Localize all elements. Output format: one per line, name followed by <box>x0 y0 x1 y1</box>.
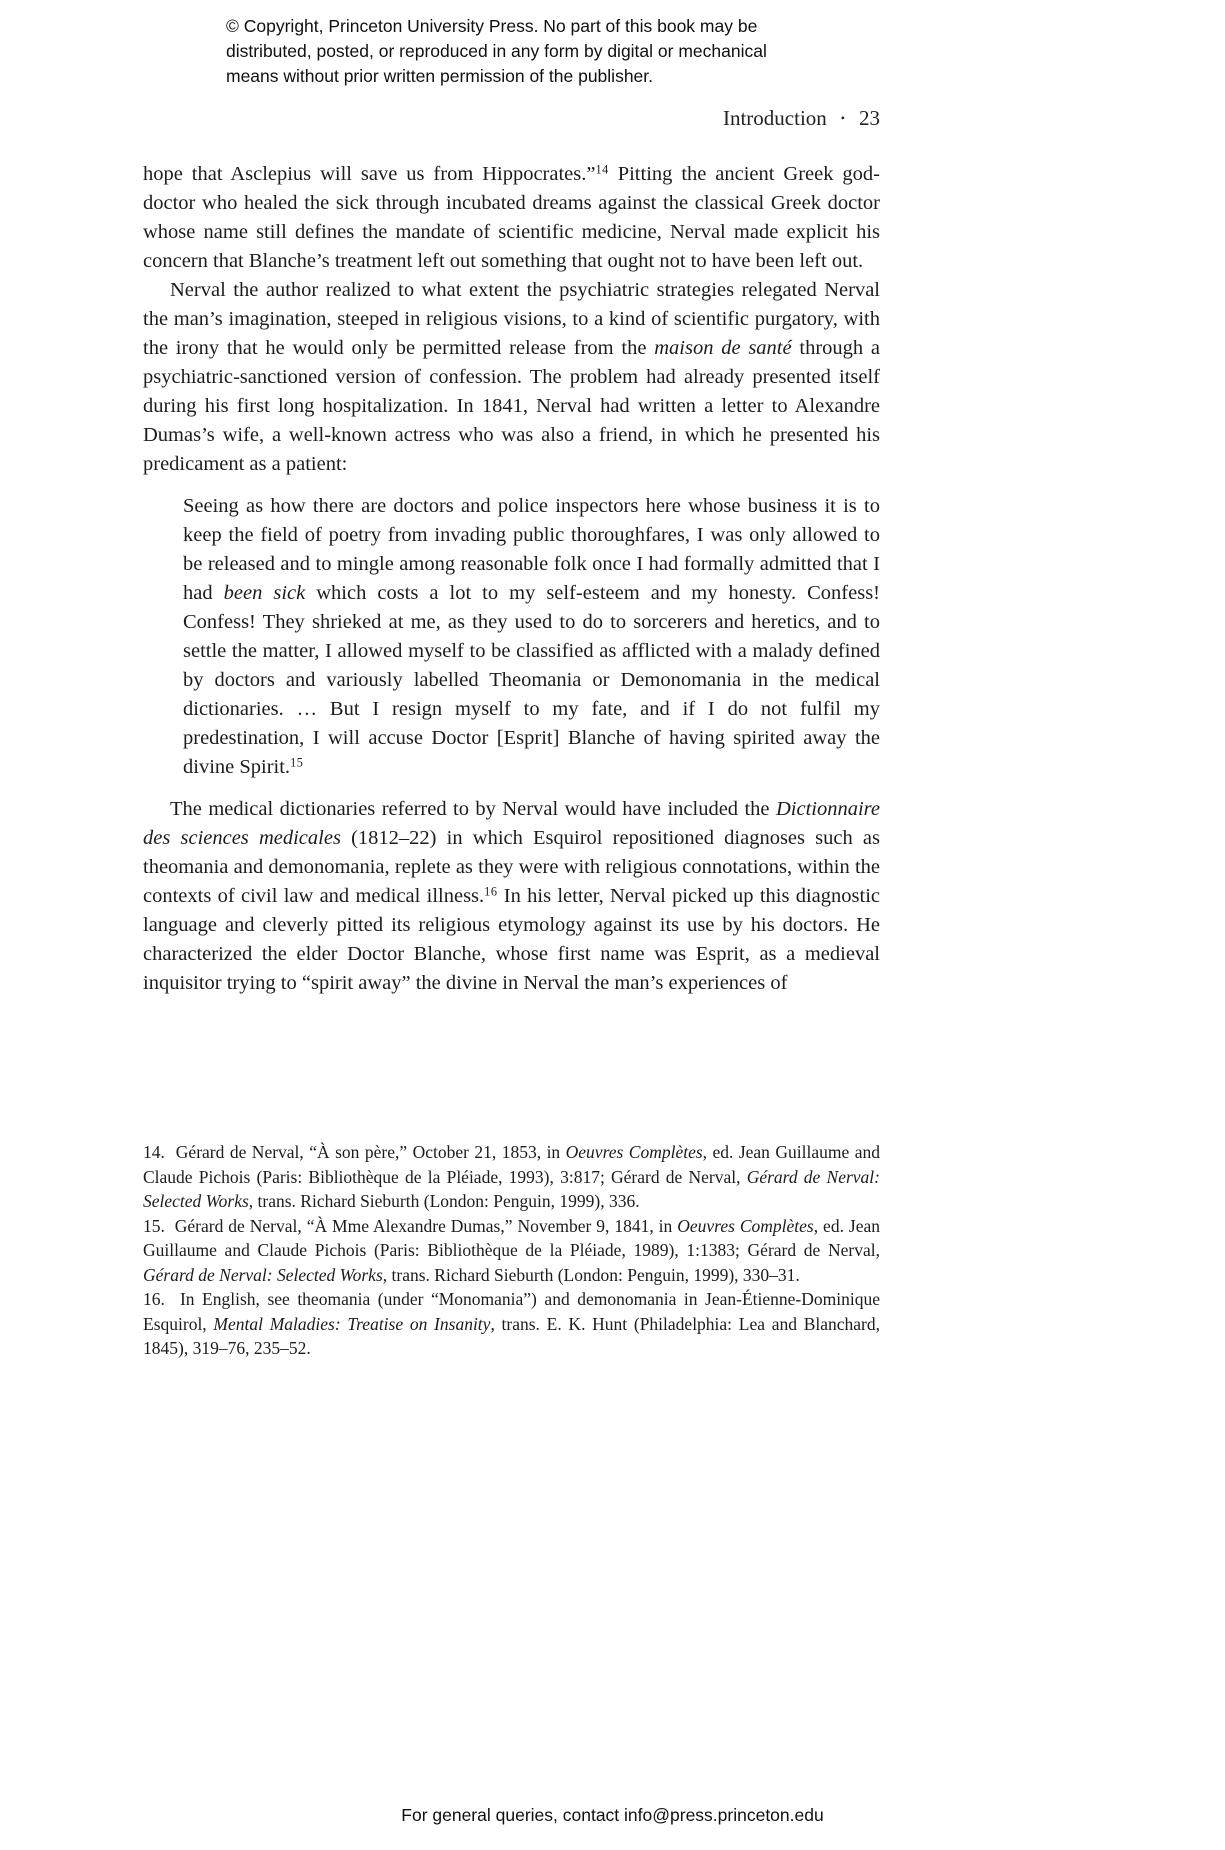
paragraph: hope that Asclepius will save us from Hippocrates.”$^{14}$ Pitting the ancient Greek god-doctor who healed the sick through incubated dreams against the classical Greek doctor whose name still defines the mandate of scientific medicine, Nerval made explicit his concern that Blanche’s treatment left out something that ought not to have been left out. <box>143 162 880 272</box>
copyright-line: distributed, posted, or reproduced in any form by digital or mechanical <box>226 41 767 61</box>
header-bullet-icon: • <box>840 111 845 125</box>
page-footer: For general queries, contact info@press.princeton.edu <box>401 1805 824 1825</box>
copyright-notice <box>226 14 846 89</box>
paragraph: Nerval the author realized to what extent the psychiatric strategies relegated Nerval the man’s imagination, steeped in religious visions, to a kind of scientific purgatory, with the irony that he would only be permitted release from the maison de santé through a psychiatric-sanctioned version of confession. The problem had already presented itself during his first long hospitalization. In 1841, Nerval had written a letter to Alexandre Dumas’s wife, a well-known actress who was also a friend, in which he presented his predicament as a patient: <box>143 279 881 475</box>
running-header <box>143 106 880 131</box>
footnote: 15. Gérard de Nerval, “À Mme Alexandre Dumas,” November 9, 1841, in Oeuvres Complètes, ed. Jean Guillaume and Claude Pichois (Paris: Bibliothèque de la Pléiade, 1989), 1:1383; Gérard de Nerval, Gérard de Nerval: Selected Works, trans. Richard Sieburth (London: Penguin, 1999), 330–31. <box>143 1215 880 1285</box>
paragraph: The medical dictionaries referred to by Nerval would have included the Dictionnaire des sciences medicales (1812–22) in which Esquirol repositioned diagnoses such as theomania and demonomania, replete as they were with religious connotations, within the contexts of civil law and medical illness.$^{16}$ In his letter, Nerval picked up this diagnostic language and cleverly pitted its religious etymology against its use by his doctors. He characterized the elder Doctor Blanche, whose first name was Esprit, as a medieval inquisitor trying to “spirit away” the divine in Nerval the man’s experiences of <box>143 798 880 994</box>
block-quote: Seeing as how there are doctors and police inspectors here whose business it is to keep the field of poetry from invading public thoroughfares, I was only allowed to be released and to mingle among reasonable folk once I had formally admitted that I had been sick which costs a lot to my self-esteem and my honesty. Confess! Confess! They shrieked at me, as they used to do to sorcerers and heretics, and to settle the matter, I allowed myself to be classified as afflicted with a malady defined by doctors and variously labelled Theomania or Demonomania in the medical dictionaries. … But I resign myself to my fate, and if I do not fulfil my predestination, I will accuse Doctor [Esprit] Blanche of having spirited away the divine Spirit.$^{15}$ <box>183 495 880 778</box>
body-text <box>143 160 880 998</box>
page-number: 23 <box>859 106 880 130</box>
copyright-line: © Copyright, Princeton University Press. No part of this book may be <box>226 16 758 36</box>
copyright-line: means without prior written permission of the publisher. <box>226 66 654 86</box>
footnote: 16. In English, see theomania (under “Monomania”) and demonomania in Jean-Étienne-Dominique Esquirol, Mental Maladies: Treatise on Insanity, trans. E. K. Hunt (Philadelphia: Lea and Blanchard, 1845), 319–76, 235–52. <box>143 1289 880 1358</box>
footnote: 14. Gérard de Nerval, “À son père,” October 21, 1853, in Oeuvres Complètes, ed. Jean Guillaume and Claude Pichois (Paris: Bibliothèque de la Pléiade, 1993), 3:817; Gérard de Nerval, Gérard de Nerval: Selected Works, trans. Richard Sieburth (London: Penguin, 1999), 336. <box>143 1142 880 1211</box>
section-title: Introduction <box>722 106 827 130</box>
footnotes <box>143 1140 880 1361</box>
